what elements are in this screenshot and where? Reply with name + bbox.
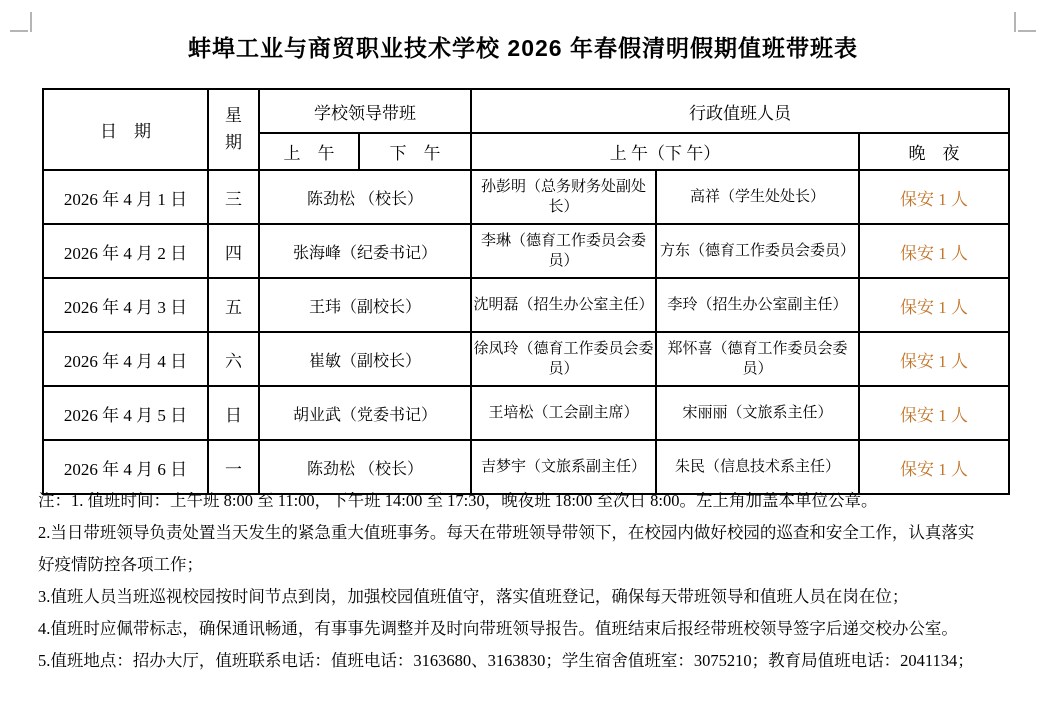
table-row	[43, 332, 1009, 386]
week-cell: 三	[208, 170, 259, 224]
header-admin-group: 行政值班人员	[471, 89, 1009, 133]
note-line: 4.值班时应佩带标志，确保通讯畅通，有事事先调整并及时向带班领导报告。值班结束后报经带班校领导签字后递交校办公室。	[38, 619, 958, 638]
week-cell: 六	[208, 332, 259, 386]
note-line: 2.当日带班领导负责处置当天发生的紧急重大值班事务。每天在带班领导带领下，在校园内做好校园的巡查和安全工作，认真落实	[38, 523, 975, 542]
admin-cell-1: 徐凤玲（德育工作委员会委员）	[471, 332, 656, 386]
admin-cell-2: 郑怀喜（德育工作委员会委员）	[656, 332, 859, 386]
admin-cell-1: 李琳（德育工作委员会委员）	[471, 224, 656, 278]
admin-cell-1: 吉梦宇（文旅系副主任）	[471, 440, 656, 494]
admin-cell-2: 方东（德育工作委员会委员）	[656, 224, 859, 278]
leader-cell: 王玮（副校长）	[259, 278, 471, 332]
week-cell: 日	[208, 386, 259, 440]
duty-roster-table	[42, 88, 1010, 495]
header-week-label: 星期	[224, 106, 242, 152]
leader-cell: 崔敏（副校长）	[259, 332, 471, 386]
header-week	[208, 89, 259, 170]
table-row	[43, 170, 1009, 224]
notes-section	[38, 491, 1028, 683]
week-cell: 五	[208, 278, 259, 332]
admin-cell-2: 朱民（信息技术系主任）	[656, 440, 859, 494]
date-cell: 2026 年 4 月 4 日	[43, 332, 208, 386]
date-cell: 2026 年 4 月 5 日	[43, 386, 208, 440]
leader-cell: 张海峰（纪委书记）	[259, 224, 471, 278]
date-cell: 2026 年 4 月 1 日	[43, 170, 208, 224]
leader-cell: 陈劲松 （校长）	[259, 440, 471, 494]
week-cell: 一	[208, 440, 259, 494]
page-corner-mark	[1014, 12, 1016, 32]
admin-cell-1: 沈明磊（招生办公室主任）	[471, 278, 656, 332]
table-row	[43, 440, 1009, 494]
leader-cell: 胡业武（党委书记）	[259, 386, 471, 440]
night-cell: 保安 1 人	[859, 170, 1009, 224]
admin-cell-2: 高祥（学生处处长）	[656, 170, 859, 224]
table-row	[43, 278, 1009, 332]
night-cell: 保安 1 人	[859, 386, 1009, 440]
header-leader-group: 学校领导带班	[259, 89, 471, 133]
leader-cell: 陈劲松 （校长）	[259, 170, 471, 224]
header-date: 日 期	[43, 89, 208, 170]
note-line: 好疫情防控各项工作；	[38, 555, 203, 574]
header-leader-pm: 下 午	[359, 133, 471, 170]
admin-cell-2: 李玲（招生办公室副主任）	[656, 278, 859, 332]
note-line: 注：1. 值班时间：上午班 8:00 至 11:00，下午班 14:00 至 17:30，晚夜班 18:00 至次日 8:00。左上角加盖本单位公章。	[38, 491, 878, 510]
header-night: 晚 夜	[859, 133, 1009, 170]
table-row	[43, 386, 1009, 440]
note-line: 5.值班地点：招办大厅，值班联系电话：值班电话：3163680、3163830；学生宿舍值班室：3075210；教育局值班电话：2041134；	[38, 651, 974, 670]
page-title: 蚌埠工业与商贸职业技术学校 2026 年春假清明假期值班带班表	[188, 35, 858, 61]
week-cell: 四	[208, 224, 259, 278]
night-cell: 保安 1 人	[859, 440, 1009, 494]
night-cell: 保安 1 人	[859, 278, 1009, 332]
header-leader-am: 上 午	[259, 133, 359, 170]
header-row-1	[43, 89, 1009, 133]
admin-cell-1: 孙彭明（总务财务处副处长）	[471, 170, 656, 224]
date-cell: 2026 年 4 月 3 日	[43, 278, 208, 332]
date-cell: 2026 年 4 月 2 日	[43, 224, 208, 278]
page-corner-mark	[30, 12, 32, 32]
night-cell: 保安 1 人	[859, 224, 1009, 278]
date-cell: 2026 年 4 月 6 日	[43, 440, 208, 494]
admin-cell-2: 宋丽丽（文旅系主任）	[656, 386, 859, 440]
header-admin-ampm: 上 午（下 午）	[471, 133, 859, 170]
night-cell: 保安 1 人	[859, 332, 1009, 386]
note-line: 3.值班人员当班巡视校园按时间节点到岗，加强校园值班值守，落实值班登记，确保每天带班领导和值班人员在岗在位；	[38, 587, 909, 606]
table-row	[43, 224, 1009, 278]
admin-cell-1: 王培松（工会副主席）	[471, 386, 656, 440]
